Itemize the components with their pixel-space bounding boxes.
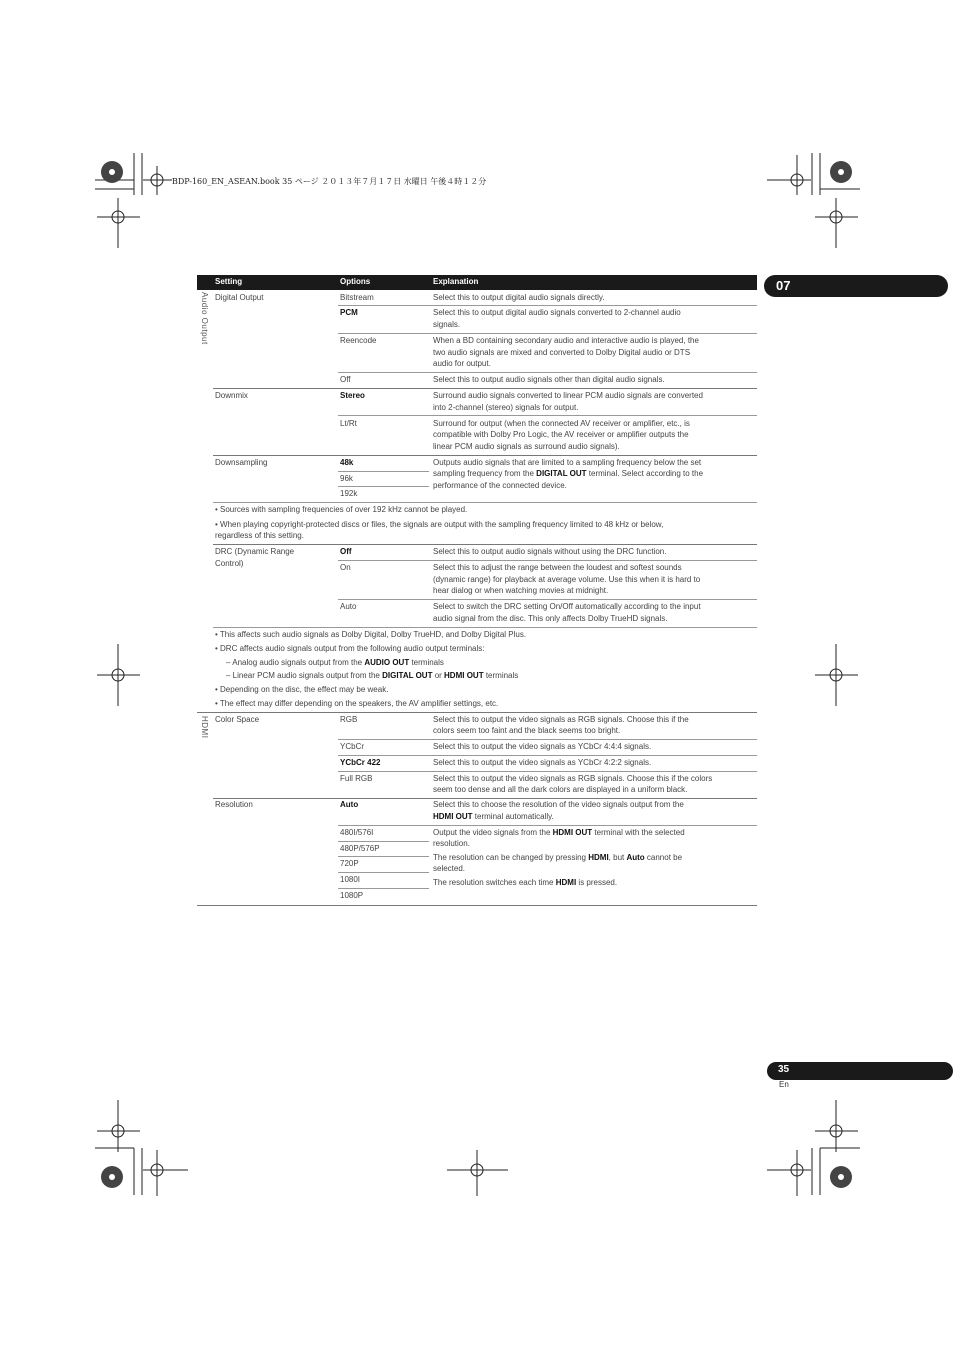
option-reencode: Reencode [340,336,377,345]
explanation-drc-on-3: hear dialog or when watching movies at midnight. [433,586,609,595]
explanation-res-manual-1: Output the video signals from the HDMI OUT terminal with the selected [433,828,685,837]
note-drc-6: • The effect may differ depending on the speakers, the AV amplifier settings, etc. [215,699,499,708]
explanation-res-manual-4: selected. [433,864,466,873]
option-480p: 480P/576P [340,844,380,853]
explanation-stereo-2: into 2-channel (stereo) signals for output. [433,403,579,412]
explanation-rgb-1: Select this to output the video signals as RGB signals. Choose this if the [433,715,689,724]
note-drc-4: – Linear PCM audio signals output from the DIGITAL OUT or HDMI OUT terminals [226,671,519,680]
setting-drc-2: Control) [215,559,244,568]
explanation-downsampling-1: Outputs audio signals that are limited to a sampling frequency below the set [433,458,702,467]
option-48k: 48k [340,458,354,467]
option-480i: 480I/576I [340,828,374,837]
setting-drc-1: DRC (Dynamic Range [215,547,295,556]
option-ycbcr422: YCbCr 422 [340,758,381,767]
chapter-tab [764,275,948,297]
explanation-rgb-2: colors seem too faint and the black seems too bright. [433,726,621,735]
option-res-auto: Auto [340,800,359,809]
page-number: 35 [778,1064,790,1075]
explanation-drc-auto-1: Select to switch the DRC setting On/Off automatically according to the input [433,602,701,611]
option-bitstream: Bitstream [340,293,374,302]
explanation-ltrt-1: Surround for output (when the connected AV receiver or amplifier, etc., is [433,419,690,428]
explanation-off: Select this to output audio signals other than digital audio signals. [433,375,665,384]
explanation-full-rgb-1: Select this to output the video signals as RGB signals. Choose this if the colors [433,774,713,783]
setting-digital-output: Digital Output [215,293,264,302]
col-header-explanation: Explanation [433,277,479,286]
option-ltrt: Lt/Rt [340,419,357,428]
option-1080i: 1080I [340,875,361,884]
explanation-drc-off: Select this to output audio signals without using the DRC function. [433,547,667,556]
option-1080p: 1080P [340,891,364,900]
note-drc-3: – Analog audio signals output from the AUDIO OUT terminals [226,658,444,667]
note-drc-5: • Depending on the disc, the effect may be weak. [215,685,389,694]
explanation-res-auto-1: Select this to choose the resolution of the video signals output from the [433,800,684,809]
note-drc-2: • DRC affects audio signals output from the following audio output terminals: [215,644,485,653]
explanation-drc-auto-2: audio signal from the disc. This only affects Dolby TrueHD signals. [433,614,668,623]
option-rgb: RGB [340,715,358,724]
header-file-info: BDP-160_EN_ASEAN.book 35 ページ ２０１３年７月１７日 水曜日 午後４時１２分 [172,177,487,186]
explanation-downsampling-3: performance of the connected device. [433,481,567,490]
setting-resolution: Resolution [215,800,253,809]
page-number-tab [767,1062,953,1080]
setting-downmix: Downmix [215,391,248,400]
explanation-drc-on-1: Select this to adjust the range between the loudest and softest sounds [433,563,682,572]
explanation-ycbcr: Select this to output the video signals as YCbCr 4:4:4 signals. [433,742,652,751]
explanation-full-rgb-2: seem too dense and all the dark colors are displayed in a uniform black. [433,785,688,794]
explanation-stereo-1: Surround audio signals converted to linear PCM audio signals are converted [433,391,703,400]
explanation-reencode-3: audio for output. [433,359,491,368]
explanation-res-manual-2: resolution. [433,839,470,848]
col-header-options: Options [340,277,371,286]
page-language: En [779,1080,789,1089]
explanation-res-manual-5: The resolution switches each time HDMI is pressed. [433,878,618,887]
option-stereo: Stereo [340,391,365,400]
explanation-pcm-1: Select this to output digital audio signals converted to 2-channel audio [433,308,681,317]
option-720p: 720P [340,859,359,868]
option-96k: 96k [340,474,353,483]
explanation-ltrt-3: linear PCM audio signals as surround audio signals). [433,442,620,451]
section-label-hdmi: HDMI [200,716,209,739]
explanation-reencode-1: When a BD containing secondary audio and interactive audio is played, the [433,336,699,345]
option-drc-on: On [340,563,351,572]
option-192k: 192k [340,489,358,498]
option-ycbcr: YCbCr [340,742,365,751]
note-downsampling-1: • Sources with sampling frequencies of over 192 kHz cannot be played. [215,505,468,514]
option-drc-auto: Auto [340,602,357,611]
note-drc-1: • This affects such audio signals as Dolby Digital, Dolby TrueHD, and Dolby Digital Plus. [215,630,527,639]
col-header-setting: Setting [215,277,243,286]
setting-color-space: Color Space [215,715,260,724]
explanation-ltrt-2: compatible with Dolby Pro Logic, the AV receiver or amplifier outputs the [433,430,689,439]
option-off: Off [340,375,351,384]
option-full-rgb: Full RGB [340,774,373,783]
explanation-pcm-2: signals. [433,320,461,329]
explanation-ycbcr422: Select this to output the video signals as YCbCr 4:2:2 signals. [433,758,652,767]
option-pcm: PCM [340,308,358,317]
explanation-reencode-2: two audio signals are mixed and converted to Dolby Digital audio or DTS [433,348,691,357]
note-downsampling-2b: regardless of this setting. [215,531,304,540]
explanation-drc-on-2: (dynamic range) for playback at average volume. Use this when it is hard to [433,575,701,584]
explanation-res-auto-2: HDMI OUT terminal automatically. [433,812,554,821]
explanation-downsampling-2: sampling frequency from the DIGITAL OUT terminal. Select according to the [433,469,704,478]
section-label-audio-output: Audio Output [200,292,209,345]
option-drc-off: Off [340,547,352,556]
explanation-res-manual-3: The resolution can be changed by pressing HDMI, but Auto cannot be [433,853,683,862]
explanation-bitstream: Select this to output digital audio signals directly. [433,293,605,302]
chapter-number: 07 [776,278,791,293]
setting-downsampling: Downsampling [215,458,268,467]
note-downsampling-2a: • When playing copyright-protected discs or files, the signals are output with the sampling frequency limited to 48 kHz or below, [215,520,664,529]
